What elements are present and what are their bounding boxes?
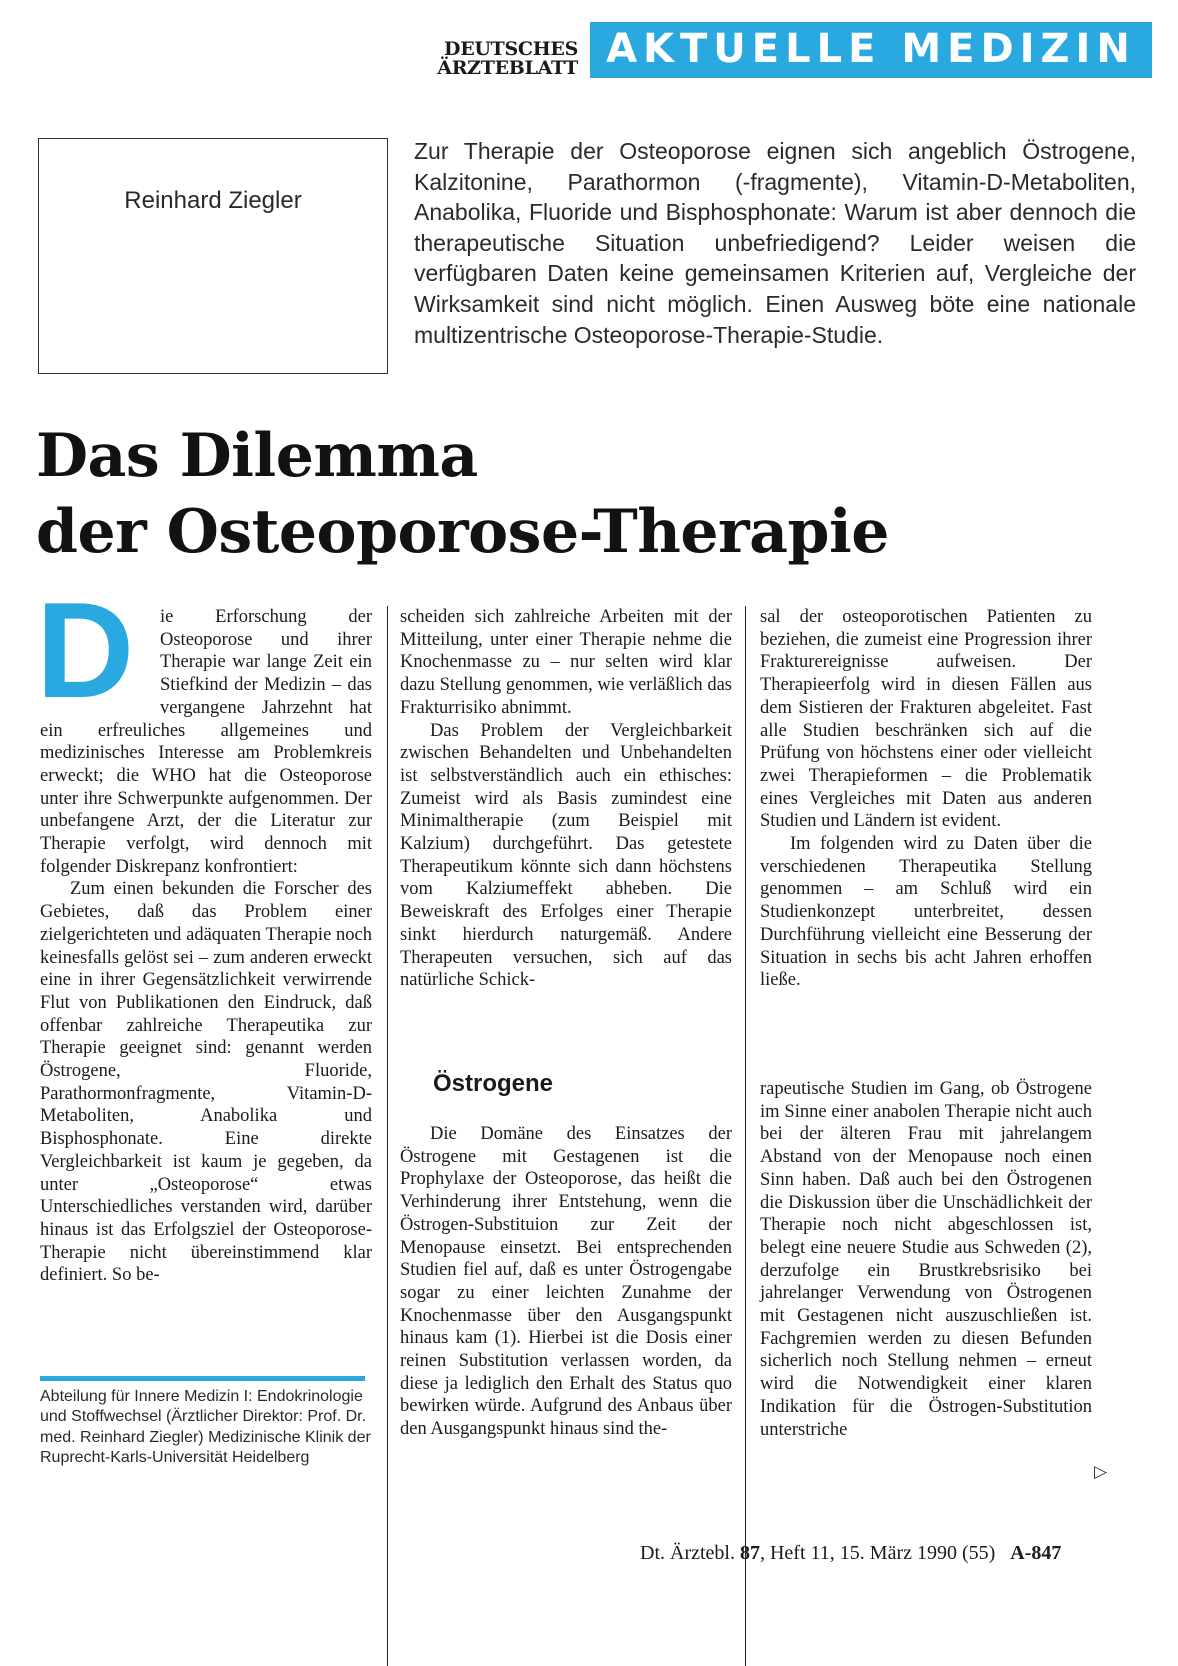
paragraph: rapeutische Studien im Gang, ob Östrogene im Sinne einer anabolen Therapie nicht auch bei der älteren Frau mit jahrelangem Abstand von der Menopause noch einen Sinn haben. Daß auch bei den Östrogenen die Diskussion über die Unschädlichkeit der Therapie noch nicht abgeschlossen ist, belegt eine neuere Studie aus Schweden (2), derzufolge ein Brustkrebsrisiko bei jahrelanger Verwendung von Östrogenen mit Gestagenen nicht auszuschließen ist. Fachgremien werden zu diesen Befunden sicherlich noch Stellung nehmen – erneut wird die Notwendigkeit einer klaren Indikation für die Östrogen-Substitution unterstriche	[760, 1079, 1092, 1440]
article-column-3-lower	[760, 1078, 1092, 1441]
triangle-right-icon: ▷	[1094, 1462, 1108, 1482]
section-banner	[590, 22, 1152, 78]
masthead-line1: DEUTSCHES	[444, 38, 578, 60]
paragraph: Das Problem der Vergleichbarkeit zwischen Behandelten und Unbehandelten ist selbstverständlich auch ein ethisches: Zumeist wird als Basis zumindest eine Minimaltherapie (zum Beispiel mit Kalzium) durchgeführt. Das getestete Therapeutikum könnte sich dann höchstens vom Kalziumeffekt abheben. Die Beweiskraft des Erfolges einer Therapie sinkt hierdurch naturgemäß. Andere Therapeuten versuchen, sich auf das natürliche Schick-	[400, 720, 732, 991]
paragraph: Zum einen bekunden die Forscher des Gebietes, daß das Problem einer zielgerichteten und adäquaten Therapie noch keinesfalls gelöst sei – zum anderen erweckt eine in ihrer Gegensätzlichkeit verwirrende Flut von Publikationen den Eindruck, daß offenbar zahlreiche Therapeutika zur Therapie geeignet sind: genannt werden Östrogene, Fluoride, Parathormonfragmente, Vitamin-D-Metaboliten, Anabolika und Bisphosphonate. Eine direkte Vergleichbarkeit ist kaum je gegeben, da unter „Osteoporose“ etwas Unterschiedliches verstanden wird, darüber hinaus ist das Erfolgsziel der Osteoporose-Therapie nicht übereinstimmend klar definiert. So be-	[40, 879, 372, 1286]
author-name: Reinhard Ziegler	[124, 187, 302, 214]
footer-issue: , Heft 11, 15. März 1990 (55)	[759, 1542, 996, 1564]
section-subhead: Östrogene	[433, 1070, 554, 1097]
author-affiliation: Abteilung für Innere Medizin I: Endokrinologie und Stoffwechsel (Ärztlicher Direktor: Prof. Dr. med. Reinhard Ziegler) Medizinische Klinik der Ruprecht-Karls-Universität Heidelberg	[40, 1388, 371, 1467]
drop-cap-letter: D	[36, 574, 135, 726]
section-title: AKTUELLE MEDIZIN	[606, 26, 1136, 72]
column-divider	[745, 606, 746, 1666]
article-headline	[36, 418, 1136, 570]
footer-page-number: A-847	[1010, 1542, 1062, 1564]
footer-journal: Dt. Ärztebl.	[640, 1542, 735, 1564]
article-column-1	[36, 574, 372, 1287]
article-column-2-lower	[400, 1123, 732, 1441]
affiliation-rule	[40, 1376, 365, 1381]
lead-abstract: Zur Therapie der Osteoporose eignen sich angeblich Östrogene, Kalzitonine, Parathormon (-fragmente), Vitamin-D-Metaboliten, Anabolika, Fluoride und Bisphosphonate: Warum ist aber dennoch die therapeutische Situation unbefriedigend? Leider weisen die verfügbaren Daten keine gemeinsamen Kriterien auf, Vergleiche der Wirksamkeit sind nicht möglich. Einen Ausweg böte eine nationale multizentrische Osteoporose-Therapie-Studie.	[414, 138, 1136, 348]
footer-volume: 87	[739, 1542, 760, 1564]
masthead-logo	[410, 40, 578, 78]
headline-line2: der Osteoporose-Therapie	[36, 497, 889, 567]
paragraph: ie Erforschung der Osteoporose und ihrer Therapie war lange Zeit ein Stiefkind der Medizin – das vergangene Jahrzehnt hat ein erfreuliches allgemeines und medizinisches Interesse am Problemkreis erweckt; die WHO hat die Osteoporose unter ihre Schwerpunkte aufgenommen. Der unbefangene Arzt, der die Literatur zur Therapie verfolgt, wird dennoch mit folgender Diskrepanz konfrontiert:	[40, 607, 372, 877]
article-column-2	[400, 606, 732, 992]
paragraph: sal der osteoporotischen Patienten zu beziehen, die zumeist eine Progression ihrer Frakturereignisse aufweisen. Der Therapieerfolg wird in diesen Fällen aus dem Sistieren der Frakturen abgeleitet. Fast alle Studien beschränken sich auf die Prüfung von höchstens einer oder vielleicht zwei Therapieformen – die Problematik eines Vergleiches mit Daten aus anderen Studien und Ländern ist evident.	[760, 607, 1092, 832]
page-footer	[640, 1542, 1061, 1565]
paragraph: scheiden sich zahlreiche Arbeiten mit der Mitteilung, unter einer Therapie nehme die Knochenmasse zu – nur selten wird klar dazu Stellung genommen, wie verläßlich das Frakturrisiko abnimmt.	[400, 607, 732, 718]
author-box	[38, 138, 388, 374]
headline-line1: Das Dilemma	[36, 421, 478, 491]
article-column-3	[760, 606, 1092, 992]
paragraph: Die Domäne des Einsatzes der Östrogene mit Gestagenen ist die Prophylaxe der Osteoporose, das heißt die Verhinderung ihrer Entstehung, wenn die Östrogen-Substituion zur Zeit der Menopause einsetzt. Bei entsprechenden Studien fiel auf, daß es unter Östrogengabe sogar zu einer leichten Zunahme der Knochenmasse über den Ausgangspunkt hinaus kam (1). Hierbei ist die Dosis einer reinen Substitution verlassen worden, da diese ja lediglich den Erhalt des Status quo bewirken würde. Aufgrund des Anbaus über den Ausgangspunkt hinaus sind the-	[400, 1124, 732, 1440]
paragraph: Im folgenden wird zu Daten über die verschiedenen Therapeutika Stellung genommen – am Schluß wird ein Studienkonzept unterbreitet, dessen Durchführung vielleicht eine Besserung der Situation in sechs bis acht Jahren erhoffen ließe.	[760, 834, 1092, 991]
drop-cap	[36, 574, 148, 726]
column-divider	[387, 606, 388, 1666]
masthead-line2: ÄRZTEBLATT	[437, 57, 578, 79]
